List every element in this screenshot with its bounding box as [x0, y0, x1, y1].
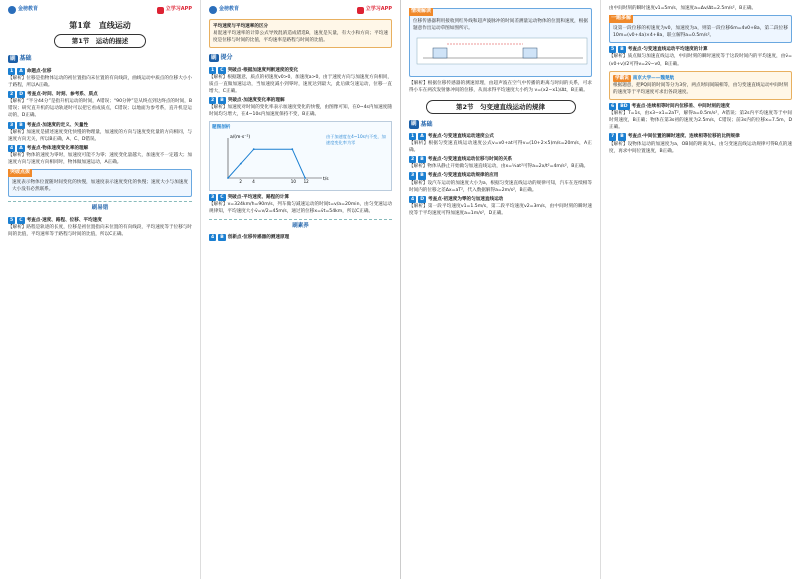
brand-logo: 金榜教育 [209, 6, 239, 14]
question-number: 4 [411, 196, 415, 202]
context-tag: 情境解读 [411, 8, 432, 14]
analysis-text: 【解析】路程是轨迹的长度，位移是初位置指向末位置的有向线段，平均速度等于位移与时间的比值，平均速率等于路程与时间的比值，所以C正确。 [8, 225, 192, 238]
basic-label: 刷 基础 [411, 120, 433, 128]
note-text: 根据题意，把PQ间的时间等分为3份，两点时间间隔相等，由匀变速直线运动中间时刻的速度等于平均速度可求出各段速度。 [613, 82, 788, 95]
analysis-text: 【解析】根据匀变速直线运动速度公式v=v0+at可得v=(10+2×5)m/s=20m/s，A正确。 [409, 141, 592, 154]
question-number: 1 [211, 67, 215, 73]
answer-list [209, 67, 392, 119]
brush-icon: 刷 [411, 121, 417, 127]
note-tag: 学霸说 [615, 75, 629, 81]
answer-choice: B [420, 173, 424, 179]
page-1 [0, 0, 200, 579]
x-tick-label: 2 [239, 178, 242, 184]
context-box [409, 8, 592, 77]
analysis-text: 【解析】质点做匀加速直线运动，中间时刻的瞬时速度等于这段时间内的平均速度，由v̄=(v0+v)/2可得v=2v̄−v0，B正确。 [609, 54, 792, 67]
x-axis-label: t/s [323, 176, 329, 182]
answer-choice: B [220, 98, 224, 104]
analysis-text: 【解析】设物体运动的加速度为a，OB间的距离为L，由匀变速直线运动规律可得B点的速度，再求中间位置速度，B正确。 [609, 141, 792, 154]
knowledge-point: 考查点·匀变速直线运动位移与时间的关系 [427, 157, 513, 163]
analysis-text: 【解析】v=324km/h=90m/s，列车做匀减速运动的时间t=v/a=20min，由匀变速运动规律知，平均速度大小v̄=v/2=45m/s，通过的位移x=v̄t=54km，所以C正确。 [209, 201, 392, 214]
answer-choice: B [620, 134, 624, 140]
tip-text: 速度表示物体位置随时间变化的快慢，加速度表示速度变化的快慢；速度大小与加速度大小没有必然联系。 [12, 180, 188, 193]
answer-choice: D [420, 196, 425, 202]
answer-item [8, 217, 192, 238]
analysis-text: 【解析】物体从静止开始做匀加速直线运动，由x=½at²可得a=2x/t²=4m/s²，B正确。 [409, 164, 589, 170]
answer-choice: B [620, 47, 624, 53]
knowledge-point: 考查点·初速度为零的匀加速直线运动 [428, 196, 504, 202]
app-icon [157, 7, 164, 14]
app-icon [357, 7, 364, 14]
answer-choice: D [19, 92, 24, 98]
analysis-text: 【解析】T=1s，由x3−x1=2aT²，解得a=0.5m/s²，A错误；第2s内平均速度等于中间时刻速度，B正确；物体在第3s初的速度为2.5m/s，C错误；前3s内的位移x=7.5m，D正确。 [609, 111, 792, 131]
knowledge-point: 考查点·中间位置的瞬时速度、连续相等位移的比例规律 [627, 134, 740, 140]
answer-list [409, 133, 592, 217]
answer-list [609, 103, 792, 155]
question-number: 5 [10, 217, 14, 223]
answer-item [409, 172, 592, 193]
question-number: 3 [411, 173, 415, 179]
tip-tag: 突破点拨 [10, 169, 31, 176]
chapter-title: 第1章 直线运动 [69, 20, 131, 30]
answer-choice: C [19, 217, 23, 223]
answer-item [8, 68, 192, 89]
answer-choice: BD [620, 103, 628, 109]
knowledge-point: 考查点·连续相等时间内位移差、中间时刻的速度 [631, 103, 730, 109]
section-title: 第1节 运动的描述 [54, 34, 146, 48]
series-line [228, 149, 305, 178]
answer-item [209, 194, 392, 215]
data-point [227, 177, 229, 179]
knowledge-point: 创新点·位移传感器的测速原理 [227, 235, 290, 241]
x-tick-label: 4 [252, 178, 255, 184]
tip-text: 设第一段位移的初速度为v0，加速度为a，则第一段位移6m=4v0+8a，第二段位移10m=(v0+4a)×4+8a，联立解得a=0.5m/s²。 [613, 26, 788, 39]
answer-list [8, 68, 192, 166]
knowledge-point: 考查点·速度、路程、位移、平均速度 [26, 217, 102, 223]
data-point [253, 148, 255, 150]
answer-item [609, 103, 792, 131]
answer-choice: B [19, 122, 23, 128]
question-number: 2 [211, 98, 215, 104]
acceleration-chart [212, 132, 392, 188]
data-point [291, 148, 293, 150]
knowledge-point: 命题点·位移 [26, 68, 52, 74]
question-number: 6 [611, 103, 615, 109]
answer-list [8, 217, 192, 238]
question-number: 7 [611, 134, 615, 140]
answer-item [209, 67, 392, 95]
answer-list [609, 46, 792, 67]
note-author: 南京大学——魏楚航 [632, 75, 675, 81]
question-number: 4 [10, 145, 14, 151]
knowledge-point: 突破点·加速度变化率的理解 [227, 98, 285, 104]
page-3 [400, 0, 600, 579]
note-title: 平均速度与平均速率的区分 [213, 24, 269, 29]
page-4 [600, 0, 800, 579]
continued-text: 由中间时刻的瞬时速度v1=5m/s，加速度a=Δv/Δt=2.5m/s²，B正确。 [609, 6, 757, 11]
question-number: 1 [411, 133, 415, 139]
answer-item [8, 91, 192, 119]
knowledge-point: 考查点·物体速度变化率的理解 [26, 145, 89, 151]
basic-label: 刷 基础 [10, 55, 32, 63]
analysis-text: 【解析】加速度对时间的变化率表示加速度变化的快慢，由图像可知，在0~4s内加速度随时间均匀增大，在4~10s内加速度保持不变，B正确。 [209, 105, 392, 118]
section-title: 第2节 匀变速直线运动的规律 [426, 100, 576, 114]
tip-tag: 一题多解 [611, 15, 632, 22]
question-number: 4 [211, 235, 215, 241]
note-text: 易混速平均速率的计算公式导致混淆造成错选B，速度是矢量，有大小和方向；平均速度是位移与时间的比值，平均速率是路程与时间的比值。 [213, 31, 388, 44]
analysis-text: 【解析】第一段平均速度v1=1.5m/s，第二段平均速度v2=3m/s，由中间时刻的瞬时速度等于平均速度可得加速度a=1m/s²，D正确。 [409, 203, 592, 216]
answer-item [609, 46, 792, 67]
chart-panel [209, 121, 392, 190]
analysis-text: 【解析】设汽车运动的加速度大小为a，根据匀变速直线运动的规律可知，汽车在连续相等时间内的位移之差Δx=aT²，代入数据解得a=2m/s²，B正确。 [409, 180, 592, 193]
answer-item [8, 122, 192, 143]
question-number: 2 [10, 92, 14, 98]
sensor-diagram [413, 32, 591, 70]
answer-item [409, 133, 592, 154]
answer-choice: A [19, 145, 23, 151]
app-badge[interactable]: 立学习APP [157, 6, 192, 14]
question-number: 3 [10, 122, 14, 128]
answer-item [409, 196, 592, 217]
page-2 [200, 0, 400, 579]
logo-icon [209, 6, 217, 14]
knowledge-point: 考查点·匀变速直线运动速度公式 [427, 133, 494, 139]
answer-choice: B [420, 157, 424, 163]
answer-item [8, 145, 192, 166]
chart-annotation [326, 134, 388, 178]
analysis-text: 【解析】加速度是描述速度变化快慢的物理量，加速度的方向与速度变化量的方向相同，与速度方向无关，所以B正确，A、C、D错误。 [8, 129, 192, 142]
answer-item [209, 97, 392, 118]
brush-icon: 刷 [211, 54, 217, 61]
student-note-box [609, 71, 792, 100]
answer-choice: B [220, 235, 224, 241]
analysis-text: 【解析】“半分44分”是指升机运动的时间，A错误；“90分钟”是从终点到达终点的时间，B错误；研究直升机的运动轨迹时可以把它看成质点，C错误；以地面为参考系，直升机是运动的，D正确。 [8, 99, 192, 119]
knowledge-point: 考查点·时间、时刻、参考系、质点 [27, 92, 98, 98]
annotation-text: 由于加速度在4~10s内不变，加速度变化率为零 [326, 133, 386, 145]
answer-list [209, 194, 392, 215]
analysis-text: 【解析】物体的速度为零时，加速度可能不为零；速度变化量越大，加速度不一定越大；加速度方向与速度方向相同时，物体做加速运动，A正确。 [8, 152, 192, 166]
app-badge[interactable]: 立学习APP [357, 6, 392, 14]
brush-icon: 刷 [10, 55, 16, 62]
question-number: 5 [611, 47, 615, 53]
page-header [209, 5, 392, 15]
page-header [8, 5, 192, 15]
section-divider: 刷易错 [8, 201, 192, 213]
answer-choice: A [420, 133, 424, 139]
answer-list [209, 234, 392, 241]
answer-item [209, 234, 392, 241]
analysis-text: 【解析】根据题意，质点的初速度v0>0，加速度a>0，由于速度方向与加速度方向相同，质点一直做加速运动，当加速度减小到零时，速度达到最大，此后做匀速运动，位移一直增大，C正确。 [209, 74, 392, 94]
score-label: 刷 提分 [211, 54, 233, 62]
section-divider: 刷素养 [209, 219, 392, 231]
knowledge-point: 考查点·匀变速直线运动平均速度的计算 [627, 47, 708, 53]
knowledge-point: 考查点·加速度的定义、矢量性 [26, 122, 89, 128]
answer-choice: A [19, 68, 23, 74]
answer-choice: C [220, 67, 224, 73]
brand-logo: 金榜教育 [8, 6, 38, 14]
data-point [240, 162, 242, 164]
answer-item [409, 156, 592, 170]
x-tick-label: 10 [290, 178, 296, 184]
knowledge-point: 突破点·平均速度、路程的计算 [227, 194, 290, 200]
chart-caption: 题图剖析 [212, 125, 231, 131]
y-axis-label: a/(m·s⁻²) [230, 134, 251, 140]
analysis-text: 【解析】根据位移传感器的测速原理，由超声波在空气中传播的距离与时间的关系，可求得小车在两次发射脉冲间的位移，从而求得平均速度大小约为 v=(x2−x1)/Δt，B正确。 [409, 81, 592, 94]
tip-box [8, 169, 192, 197]
tip-box [609, 15, 792, 43]
question-number: 2 [411, 157, 415, 163]
note-box [209, 19, 392, 48]
answer-choice: C [220, 194, 224, 200]
context-text: 位移传感器利用接收到红外线和超声波脉冲的时间差测量运动物体的位置和速度，根据题意作出运动草图如图所示。 [413, 19, 588, 32]
logo-icon [8, 6, 16, 14]
answer-item [609, 133, 792, 154]
question-number: 1 [10, 68, 14, 74]
question-number: 3 [211, 194, 215, 200]
x-tick-label: 12 [303, 178, 309, 184]
knowledge-point: 考查点·匀变速直线运动规律的应用 [427, 173, 499, 179]
knowledge-point: 突破点·根据加速度判断速度的变化 [227, 67, 299, 73]
analysis-text: 【解析】位移是指物体运动的初位置指向末位置的有向线段，曲线运动中质点的位移大小小于路程，所以A正确。 [8, 75, 192, 88]
